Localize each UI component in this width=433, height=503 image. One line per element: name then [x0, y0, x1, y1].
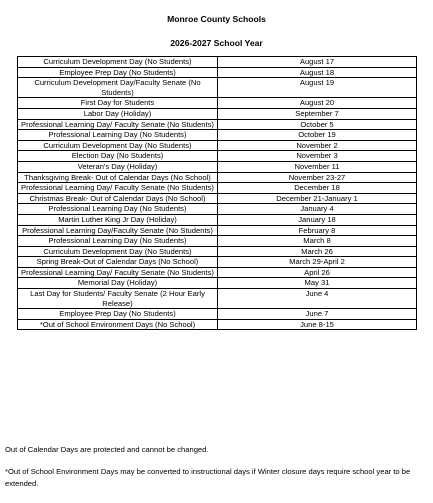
table-row	[18, 204, 417, 215]
date-cell: June 4	[218, 289, 417, 309]
table-row	[18, 172, 417, 183]
date-cell: March 26	[218, 246, 417, 257]
table-row	[18, 183, 417, 194]
event-cell: Memorial Day (Holiday)	[18, 278, 218, 289]
date-cell: November 23-27	[218, 172, 417, 183]
event-cell: Thanksgiving Break- Out of Calendar Days (No School)	[18, 172, 218, 183]
date-cell: August 18	[218, 67, 417, 78]
table-row	[18, 267, 417, 278]
date-cell: April 26	[218, 267, 417, 278]
table-row	[18, 214, 417, 225]
event-cell: Spring Break-Out of Calendar Days (No School)	[18, 257, 218, 268]
date-cell: June 8-15	[218, 319, 417, 330]
date-cell: August 20	[218, 98, 417, 109]
table-row	[18, 289, 417, 309]
environment-days-note: *Out of School Environment Days may be converted to instructional days if Winter closure days require school year to be extended.	[5, 467, 411, 488]
event-cell: Election Day (No Students)	[18, 151, 218, 162]
event-cell: Labor Day (Holiday)	[18, 108, 218, 119]
date-cell: March 29-April 2	[218, 257, 417, 268]
table-row	[18, 309, 417, 320]
date-cell: May 31	[218, 278, 417, 289]
table-row	[18, 161, 417, 172]
calendar-table	[17, 56, 417, 330]
table-row	[18, 130, 417, 141]
table-row	[18, 193, 417, 204]
date-cell: November 3	[218, 151, 417, 162]
date-cell: September 7	[218, 108, 417, 119]
event-cell: Professional Learning Day/ Faculty Senate (No Students)	[18, 119, 218, 130]
date-cell: October 19	[218, 130, 417, 141]
table-row	[18, 236, 417, 247]
date-cell: March 8	[218, 236, 417, 247]
table-row	[18, 78, 417, 98]
date-cell: January 18	[218, 214, 417, 225]
event-cell: Last Day for Students/ Faculty Senate (2 Hour Early Release)	[18, 289, 218, 309]
event-cell: Veteran's Day (Holiday)	[18, 161, 218, 172]
event-cell: Curriculum Development Day (No Students)	[18, 140, 218, 151]
date-cell: November 11	[218, 161, 417, 172]
calendar-table-body	[18, 57, 417, 330]
event-cell: Christmas Break- Out of Calendar Days (No School)	[18, 193, 218, 204]
event-cell: Professional Learning Day/Faculty Senate (No Students)	[18, 225, 218, 236]
event-cell: Professional Learning Day (No Students)	[18, 204, 218, 215]
date-cell: January 4	[218, 204, 417, 215]
date-cell: December 18	[218, 183, 417, 194]
school-year-title: 2026-2027 School Year	[170, 38, 263, 48]
event-cell: First Day for Students	[18, 98, 218, 109]
event-cell: *Out of School Environment Days (No School)	[18, 319, 218, 330]
table-row	[18, 140, 417, 151]
district-title: Monroe County Schools	[167, 14, 266, 24]
date-cell: August 19	[218, 78, 417, 98]
date-cell: October 5	[218, 119, 417, 130]
event-cell: Martin Luther King Jr Day (Holiday)	[18, 214, 218, 225]
table-row	[18, 67, 417, 78]
event-cell: Curriculum Development Day (No Students)	[18, 246, 218, 257]
table-row	[18, 225, 417, 236]
table-row	[18, 98, 417, 109]
table-row	[18, 246, 417, 257]
table-row	[18, 319, 417, 330]
date-cell: August 17	[218, 57, 417, 68]
table-row	[18, 119, 417, 130]
date-cell: February 8	[218, 225, 417, 236]
table-row	[18, 278, 417, 289]
event-cell: Curriculum Development Day/Faculty Senate (No Students)	[18, 78, 218, 98]
event-cell: Professional Learning Day (No Students)	[18, 130, 218, 141]
event-cell: Professional Learning Day/ Faculty Senate (No Students)	[18, 183, 218, 194]
event-cell: Curriculum Development Day (No Students)	[18, 57, 218, 68]
table-row	[18, 257, 417, 268]
event-cell: Employee Prep Day (No Students)	[18, 309, 218, 320]
table-row	[18, 108, 417, 119]
date-cell: June 7	[218, 309, 417, 320]
event-cell: Professional Learning Day/ Faculty Senate (No Students)	[18, 267, 218, 278]
table-row	[18, 57, 417, 68]
table-row	[18, 151, 417, 162]
protected-days-note: Out of Calendar Days are protected and cannot be changed.	[5, 445, 209, 454]
date-cell: November 2	[218, 140, 417, 151]
event-cell: Professional Learning Day (No Students)	[18, 236, 218, 247]
date-cell: December 21-January 1	[218, 193, 417, 204]
event-cell: Employee Prep Day (No Students)	[18, 67, 218, 78]
